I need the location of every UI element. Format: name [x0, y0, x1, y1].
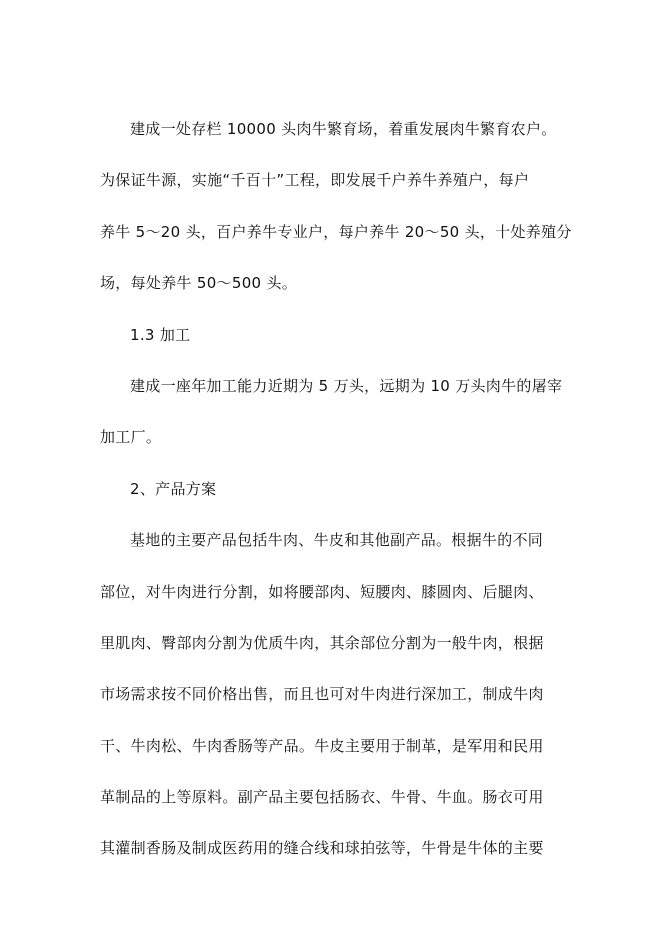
paragraph-line: 加工厂。: [100, 428, 162, 447]
paragraph-line: 里肌肉、臀部肉分割为优质牛肉，其余部位分割为一般牛肉，根据: [100, 633, 544, 652]
section-heading: 1.3 加工: [130, 325, 191, 344]
paragraph-line: 干、牛肉松、牛肉香肠等产品。牛皮主要用于制革，是军用和民用: [100, 736, 544, 755]
document-body: [100, 104, 572, 875]
paragraph-line: 场，每处养牛 50～500 头。: [100, 274, 298, 293]
section-heading: 2、产品方案: [130, 479, 217, 498]
paragraph-line: 基地的主要产品包括牛肉、牛皮和其他副产品。根据牛的不同: [130, 531, 544, 550]
paragraph-line: 部位，对牛肉进行分割，如将腰部肉、短腰肉、膝圆肉、后腿肉、: [100, 582, 544, 601]
paragraph-line: 其灌制香肠及制成医药用的缝合线和球拍弦等，牛骨是牛体的主要: [100, 839, 544, 858]
paragraph-line: 建成一座年加工能力近期为 5 万头，远期为 10 万头肉牛的屠宰: [130, 376, 563, 395]
paragraph-line: 养牛 5～20 头，百户养牛专业户，每户养牛 20～50 头，十处养殖分: [100, 222, 572, 241]
paragraph-line: 建成一处存栏 10000 头肉牛繁育场，着重发展肉牛繁育农户。: [130, 120, 557, 138]
paragraph-line: 革制品的上等原料。副产品主要包括肠衣、牛骨、牛血。肠衣可用: [100, 788, 544, 807]
paragraph-line: 为保证牛源，实施“千百十”工程，即发展千户养牛养殖户，每户: [100, 171, 530, 190]
paragraph-line: 市场需求按不同价格出售，而且也可对牛肉进行深加工，制成牛肉: [100, 685, 544, 704]
